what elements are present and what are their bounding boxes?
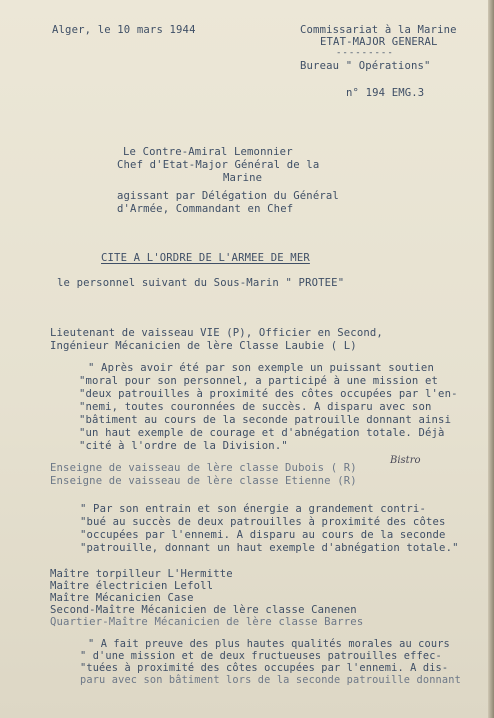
para1-text-3: "deux patrouilles à proximité des côtes occupées par l'en- <box>79 388 458 400</box>
para1-names-2: Ingénieur Mécanicien de lère Classe Laubie ( L) <box>50 340 357 352</box>
signatory-line-5: d'Armée, Commandant en Chef <box>117 203 294 215</box>
para1-text-1: " Après avoir été par son exemple un puissant soutien <box>88 362 434 374</box>
signatory-line-2: Chef d'Etat-Major Général de la <box>117 159 320 171</box>
page-edge-shadow <box>488 0 494 718</box>
signatory-line-1: Le Contre-Amiral Lemonnier <box>123 146 293 158</box>
para3-text-1: " A fait preuve des plus hautes qualités morales au cours <box>88 638 450 650</box>
org-line-2: ETAT-MAJOR GENERAL <box>320 36 438 48</box>
para1-names-1: Lieutenant de vaisseau VIE (P), Officier en Second, <box>50 327 383 339</box>
para3-text-2: " d'une mission et de deux fructueuses patrouilles effec- <box>80 650 442 662</box>
para3-text-4: paru avec son bâtiment lors de la seconde patrouille donnant <box>80 674 461 686</box>
bureau-line: Bureau " Opérations" <box>300 60 431 72</box>
para3-name-5: Quartier-Maître Mécanicien de lère classe Barres <box>50 616 364 628</box>
para1-text-7: "cité à l'ordre de la Division." <box>79 440 288 452</box>
org-line-1: Commissariat à la Marine <box>300 24 457 36</box>
para1-text-5: "bâtiment au cours de la seconde patrouille donnant ainsi <box>79 414 452 426</box>
para2-text-3: "occupées par l'ennemi. A disparu au cours de la seconde <box>80 529 446 541</box>
reference-number: n° 194 EMG.3 <box>346 87 425 99</box>
para3-text-3: "tuées à proximité des côtes occupées par l'ennemi. A dis- <box>80 662 449 674</box>
para2-text-1: " Par son entrain et son énergie a grandement contri- <box>80 503 426 515</box>
citation-subject: le personnel suivant du Sous-Marin " PROTEE" <box>57 277 345 289</box>
para1-text-6: "un haut exemple de courage et d'abnégation totale. Déjà <box>79 427 445 439</box>
para2-names-1: Enseigne de vaisseau de lère classe Dubois ( R) <box>50 462 357 474</box>
para2-text-4: "patrouille, donnant un haut exemple d'abnégation totale." <box>80 542 459 554</box>
signatory-line-3: Marine <box>223 172 263 184</box>
para2-names-2: Enseigne de vaisseau de lère classe Etienne (R) <box>50 475 357 487</box>
header-dashes: --------- <box>336 48 394 58</box>
handwritten-note: Bistro <box>390 455 421 466</box>
para1-text-2: "moral pour son personnel, a participé à une mission et <box>79 375 439 387</box>
signatory-line-4: agissant par Délégation du Général <box>117 190 339 202</box>
place-date: Alger, le 10 mars 1944 <box>52 24 196 36</box>
para2-text-2: "bué au succès de deux patrouilles à proximité des côtes <box>80 516 446 528</box>
para3-name-2: Maître électricien Lefoll <box>50 580 214 592</box>
para1-text-4: "nemi, toutes couronnées de succès. A disparu avec son <box>79 401 432 413</box>
para3-name-3: Maître Mécanicien Case <box>50 592 194 604</box>
para3-name-4: Second-Maître Mécanicien de lère classe Canenen <box>50 604 357 616</box>
citation-title: CITE A L'ORDRE DE L'ARMEE DE MER <box>101 252 310 264</box>
para3-name-1: Maître torpilleur L'Hermitte <box>50 568 233 580</box>
